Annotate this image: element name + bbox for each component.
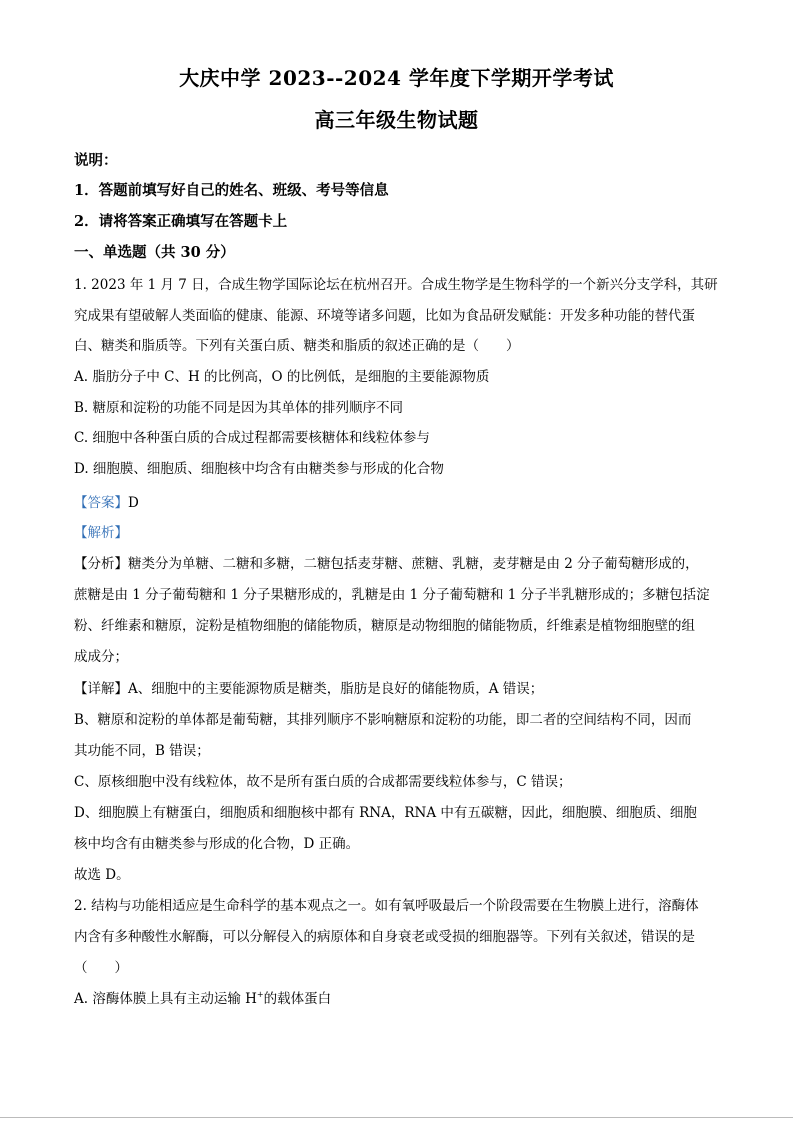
q1-detail-b-line-1: B、糖原和淀粉的单体都是葡萄糖，其排列顺序不影响糖原和淀粉的功能，即二者的空间结构不同，因而: [74, 712, 692, 728]
q1-stem-line-3: 白、糖类和脂质等。下列有关蛋白质、糖类和脂质的叙述正确的是（ ）: [74, 338, 520, 354]
answer-value: D: [128, 495, 139, 511]
xiangjie-tag: 【详解】: [74, 681, 128, 697]
instructions-label: 说明：: [74, 152, 118, 169]
page-title: 大庆中学 2023--2024 学年度下学期开学考试: [179, 66, 614, 90]
q2-option-a-pre: A. 溶酶体膜上具有主动运输 H: [74, 991, 257, 1007]
q2-stem-line-1: 2. 结构与功能相适应是生命科学的基本观点之一。如有氧呼吸最后一个阶段需要在生物膜上进行，溶酶体: [74, 898, 699, 914]
detail-a-text: A、细胞中的主要能源物质是糖类，脂肪是良好的储能物质，A 错误；: [128, 681, 544, 697]
page-subtitle: 高三年级生物试题: [314, 108, 479, 132]
q2-stem-line-2: 内含有多种酸性水解酶，可以分解侵入的病原体和自身衰老或受损的细胞器等。下列有关叙述，错误的是: [74, 929, 695, 945]
q1-detail-a: [74, 680, 724, 698]
q1-option-d: D. 细胞膜、细胞质、细胞核中均含有由糖类参与形成的化合物: [74, 461, 444, 477]
instruction-item-2: 2．请将答案正确填写在答题卡上: [74, 213, 288, 230]
q2-option-a-post: 的载体蛋白: [263, 991, 332, 1007]
q2-option-a-superscript: +: [256, 990, 264, 999]
q2-stem-line-3: （ ）: [74, 960, 128, 976]
q1-stem-line-2: 究成果有望破解人类面临的健康、能源、环境等诸多问题，比如为食品研发赋能：开发多种功能的替代蛋: [74, 308, 695, 324]
q1-stem-line-1: 1. 2023 年 1 月 7 日，合成生物学国际论坛在杭州召开。合成生物学是生物科学的一个新兴分支学科，其研: [74, 277, 718, 293]
q1-fenxi-line-2: 蔗糖是由 1 分子葡萄糖和 1 分子果糖形成的，乳糖是由 1 分子葡萄糖和 1 分子半乳糖形成的；多糖包括淀: [74, 587, 710, 603]
q1-option-b: B. 糖原和淀粉的功能不同是因为其单体的排列顺序不同: [74, 400, 404, 416]
q1-detail-b-line-2: 其功能不同，B 错误；: [74, 743, 210, 759]
q1-detail-c: C、原核细胞中没有线粒体，故不是所有蛋白质的合成都需要线粒体参与，C 错误；: [74, 774, 572, 790]
q1-answer: [74, 494, 724, 512]
q1-detail-d-line-2: 核中均含有由糖类参与形成的化合物，D 正确。: [74, 836, 360, 852]
fenxi-tag: 【分析】: [74, 556, 128, 572]
q1-conclusion: 故选 D。: [74, 867, 130, 883]
q2-option-a: [74, 990, 724, 1008]
section-heading: 一、单选题（共 30 分）: [74, 244, 235, 261]
q1-fenxi-line-1: [74, 555, 724, 573]
q1-fenxi-line-4: 成成分；: [74, 649, 128, 665]
q1-detail-d-line-1: D、细胞膜上有糖蛋白，细胞质和细胞核中都有 RNA，RNA 中有五碳糖，因此，细胞膜、细胞质、细胞: [74, 805, 697, 821]
q1-option-a: A. 脂肪分子中 C、H 的比例高，O 的比例低，是细胞的主要能源物质: [74, 369, 490, 385]
instruction-item-1: 1．答题前填写好自己的姓名、班级、考号等信息: [74, 182, 389, 199]
q1-option-c: C. 细胞中各种蛋白质的合成过程都需要核糖体和线粒体参与: [74, 430, 430, 446]
analysis-tag: 【解析】: [74, 525, 128, 541]
fenxi-text: 糖类分为单糖、二糖和多糖，二糖包括麦芽糖、蔗糖、乳糖，麦芽糖是由 2 分子葡萄糖形成的，: [128, 556, 699, 572]
page-bottom-divider: [0, 1117, 793, 1118]
answer-tag: 【答案】: [74, 495, 128, 511]
q1-fenxi-line-3: 粉、纤维素和糖原，淀粉是植物细胞的储能物质，糖原是动物细胞的储能物质，纤维素是植物细胞壁的组: [74, 618, 695, 634]
